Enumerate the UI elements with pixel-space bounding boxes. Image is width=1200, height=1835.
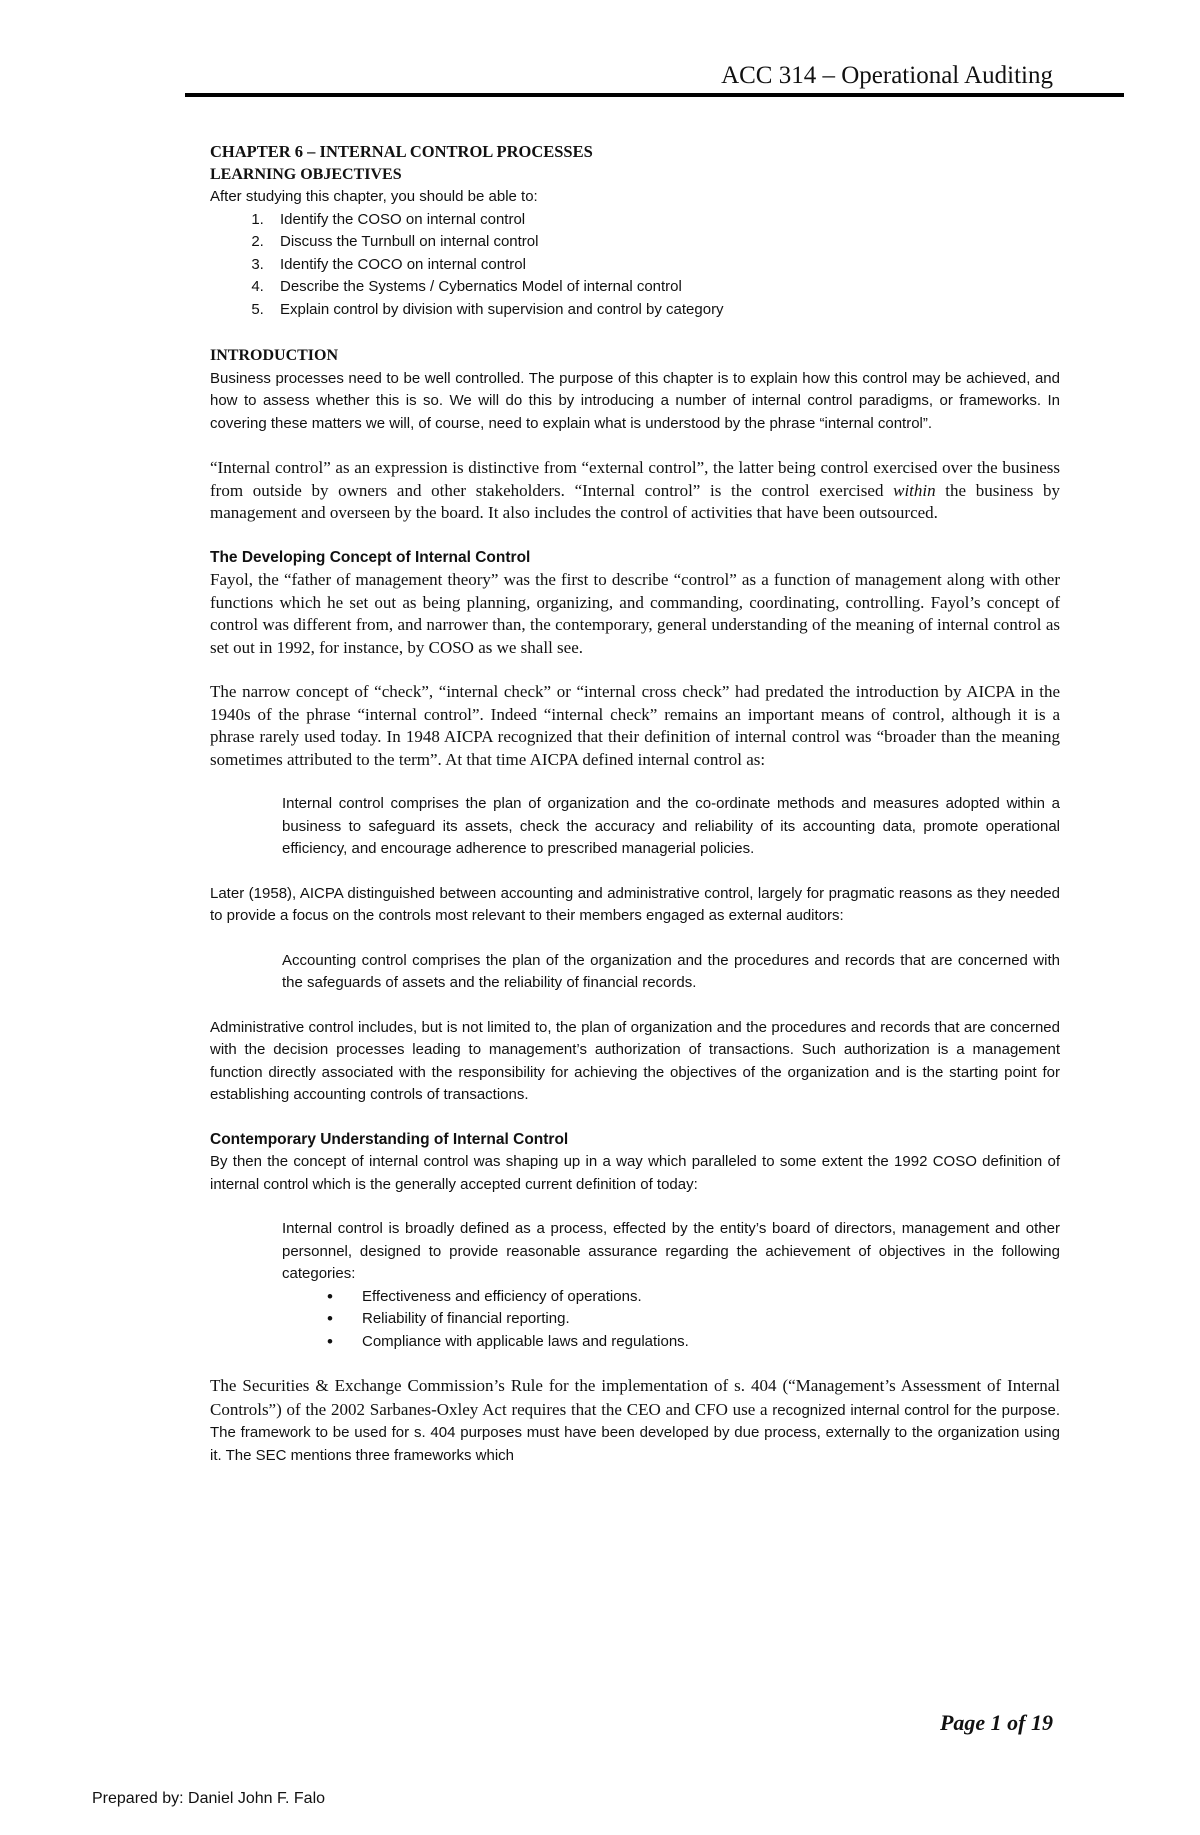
objective-item: 5. Explain control by division with supervision and control by category	[268, 299, 1060, 322]
introduction-heading: INTRODUCTION	[210, 347, 339, 364]
accounting-control-quote: Accounting control comprises the plan of the organization and the procedures and records that are concerned with the safeguards of assets and the reliability of financial records.	[282, 951, 1060, 991]
administrative-control-paragraph: Administrative control includes, but is not limited to, the plan of organization and the procedures and records that are concerned with the decision processes leading to management’s authorization of transactions. Such authorization is a management function directly associated with the responsibility for achieving the objectives of the organization and is the starting point for establishing accounting controls of transactions.	[210, 1018, 1060, 1103]
developing-concept-heading: The Developing Concept of Internal Control	[210, 548, 531, 566]
category-item: • Effectiveness and efficiency of operations.	[360, 1286, 1060, 1309]
objective-item: 3. Identify the COCO on internal control	[268, 254, 1060, 277]
objective-item: 1. Identify the COSO on internal control	[268, 209, 1060, 232]
sec-paragraph	[210, 1375, 1060, 1467]
contemporary-paragraph-1: By then the concept of internal control was shaping up in a way which paralleled to some extent the 1992 COSO definition of internal control which is the generally accepted current definition of today:	[210, 1153, 1060, 1193]
objective-item: 4. Describe the Systems / Cybernatics Model of internal control	[268, 276, 1060, 299]
learning-objectives-heading: LEARNING OBJECTIVES	[210, 165, 402, 183]
coso-definition-quote	[282, 1218, 1060, 1353]
developing-paragraph-3: Later (1958), AICPA distinguished between accounting and administrative control, largely for pragmatic reasons as they needed to provide a focus on the controls most relevant to their members engaged as external auditors:	[210, 884, 1060, 924]
introduction-paragraph-2	[210, 457, 1060, 525]
emphasis-text: within	[893, 480, 936, 500]
header-divider	[185, 93, 1124, 97]
paragraph-text: recognized internal control for the purpose. The framework to be used for s. 404 purposes must have been developed by due process, externally to the organization using it. The SEC mentions three frameworks which	[210, 1401, 1060, 1464]
introduction-paragraph-1: Business processes need to be well controlled. The purpose of this chapter is to explain how this control may be achieved, and how to assess whether this is so. We will do this by introducing a number of internal control paradigms, or frameworks. In covering these matters we will, of course, need to explain what is understood by the phrase “internal control”.	[210, 369, 1060, 432]
objectives-intro: After studying this chapter, you should be able to:	[210, 188, 538, 205]
category-item: • Reliability of financial reporting.	[360, 1308, 1060, 1331]
paragraph-text: The Securities & Exchange Commission’s Rule for the implementation of s. 404 (“Management’s Assessment of Internal Controls”) of the 2002 Sarbanes-Oxley Act requires that the CEO and CFO use a	[210, 1376, 1060, 1419]
objective-item: 2. Discuss the Turnbull on internal control	[268, 231, 1060, 254]
course-title: ACC 314 – Operational Auditing	[721, 62, 1053, 89]
page-content	[210, 141, 1060, 1467]
paragraph-text: “Internal control” as an expression is distinctive from “external control”, the latter being control exercised over the business from outside by owners and other stakeholders. “Internal control” is the control exercised	[210, 458, 1060, 500]
contemporary-heading: Contemporary Understanding of Internal Control	[210, 1130, 569, 1148]
chapter-title: CHAPTER 6 – INTERNAL CONTROL PROCESSES	[210, 142, 593, 161]
developing-paragraph-1: Fayol, the “father of management theory” was the first to describe “control” as a function of management along with other functions which he set out as being planning, organizing, and commanding, coordinating, controlling. Fayol’s concept of control was different from, and narrower than, the contemporary, general understanding of the meaning of internal control as set out in 1992, for instance, by COSO as we shall see.	[210, 570, 1060, 657]
objectives-list	[210, 209, 1060, 322]
page-number: Page 1 of 19	[939, 1710, 1053, 1735]
coso-definition-text: Internal control is broadly defined as a process, effected by the entity’s board of directors, management and other personnel, designed to provide reasonable assurance regarding the achievement of objectives in the following categories:	[282, 1220, 1060, 1282]
category-item: • Compliance with applicable laws and regulations.	[360, 1331, 1060, 1354]
developing-paragraph-2: The narrow concept of “check”, “internal check” or “internal cross check” had predated the introduction by AICPA in the 1940s of the phrase “internal control”. Indeed “internal check” remains an important means of control, although it is a phrase rarely used today. In 1948 AICPA recognized that their definition of internal control was “broader than the meaning sometimes attributed to the term”. At that time AICPA defined internal control as:	[210, 682, 1060, 769]
paragraph-text: the business by management and overseen by the board. It also includes the control of activities that have been outsourced.	[210, 480, 1060, 522]
coso-categories-list	[282, 1286, 1060, 1354]
aicpa-1948-quote: Internal control comprises the plan of organization and the co-ordinate methods and measures adopted within a business to safeguard its assets, check the accuracy and reliability of its accounting data, promote operational efficiency, and encourage adherence to prescribed managerial policies.	[282, 795, 1060, 857]
prepared-by: Prepared by: Daniel John F. Falo	[92, 1790, 326, 1807]
